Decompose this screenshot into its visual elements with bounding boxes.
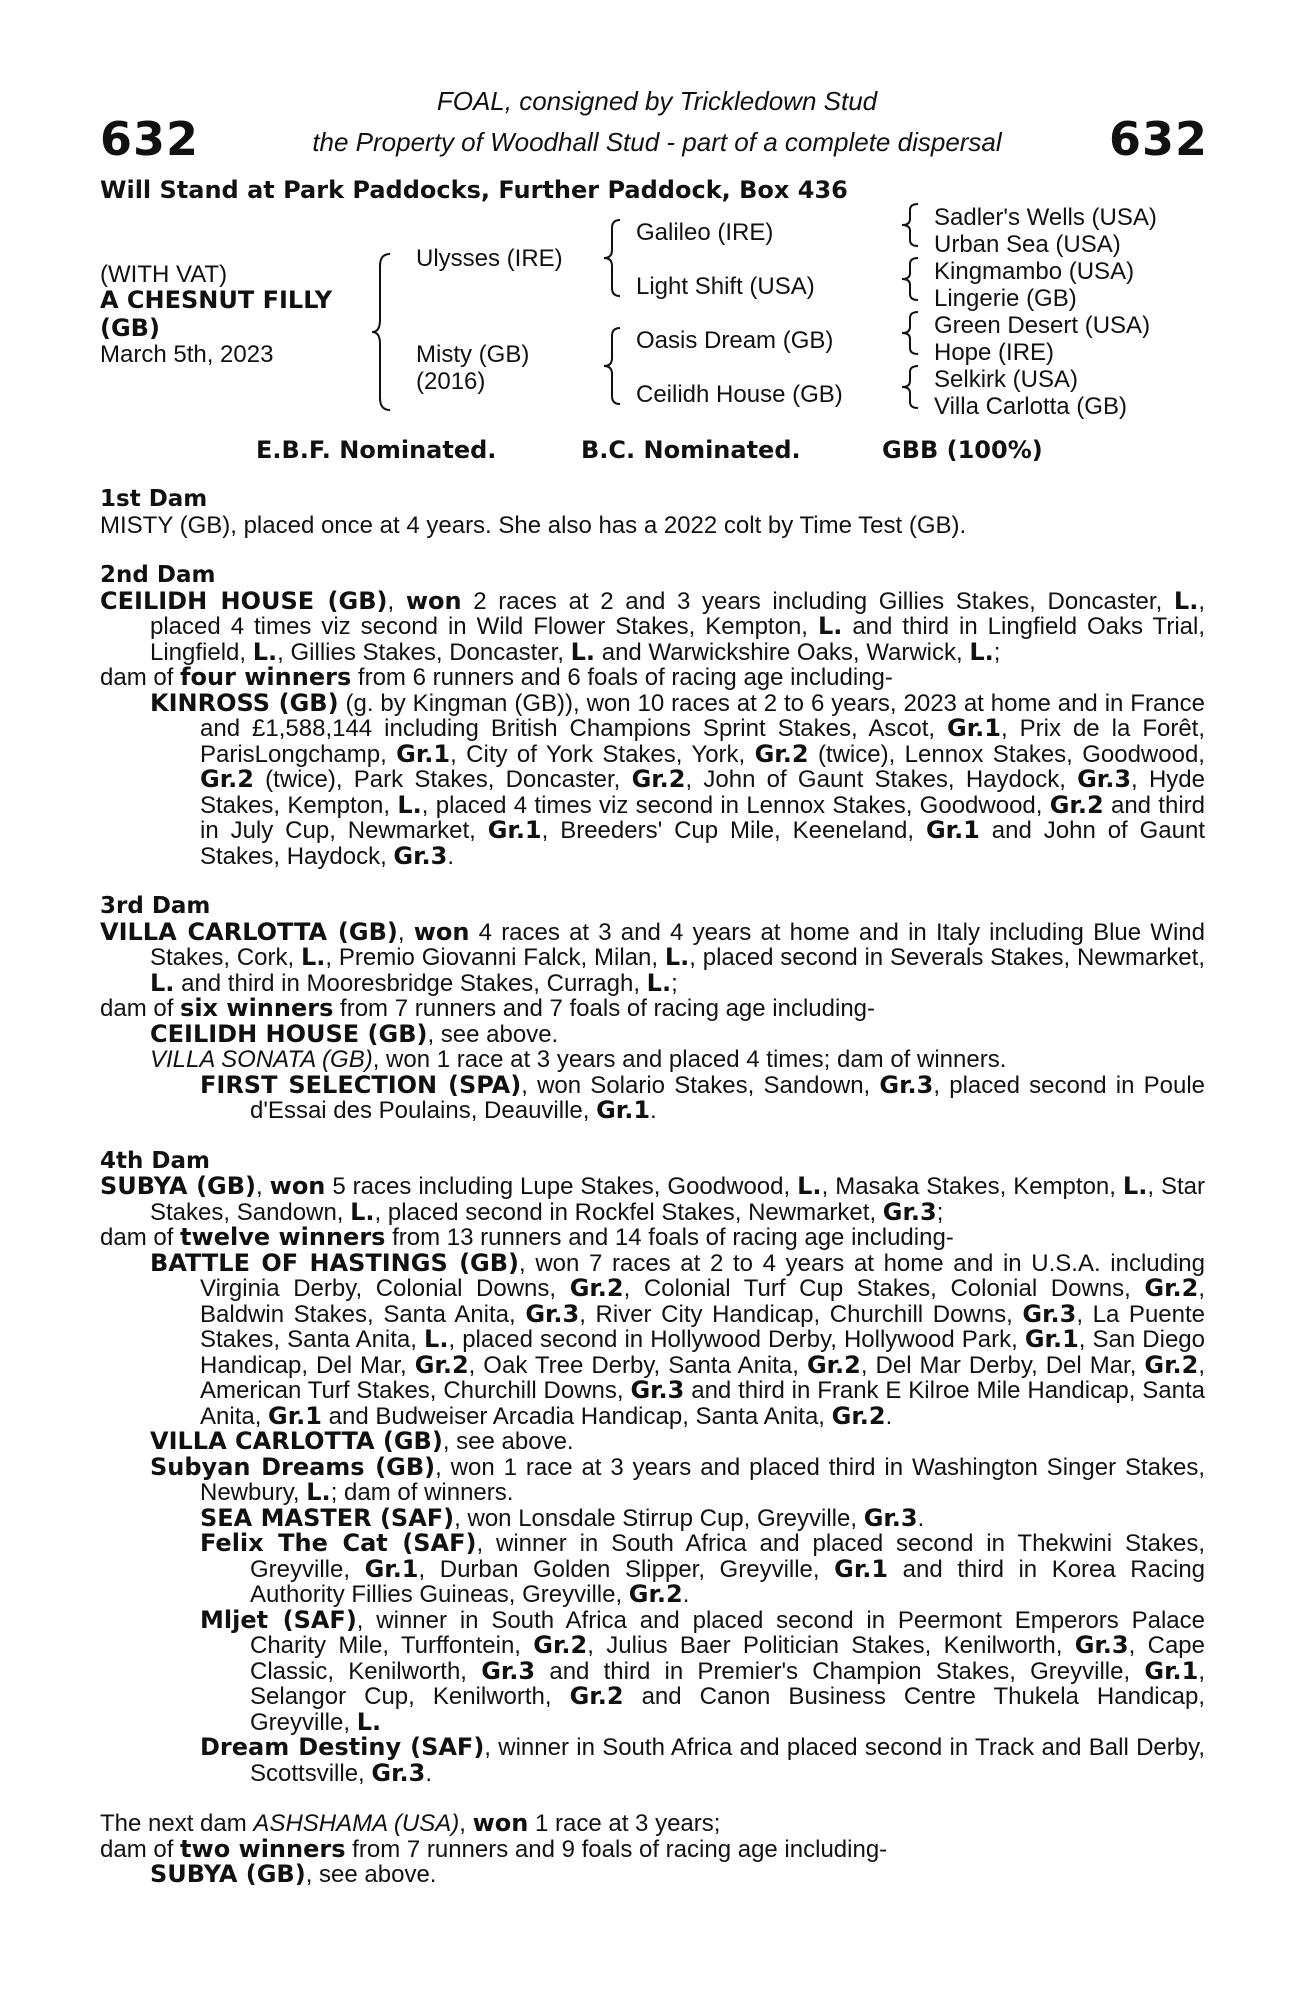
text-run: , Star Stakes, Sandown,: [150, 1173, 1205, 1226]
text-run: , placed second in Rockfel Stakes, Newmarket,: [374, 1198, 883, 1226]
pedigree-dam-sire: Oasis Dream (GB): [636, 327, 834, 354]
bold-text: Gr.2: [1049, 790, 1104, 819]
text-run: , placed 4 times viz second in Wild Flower Stakes, Kempton,: [150, 587, 1205, 640]
record-paragraph: [100, 1735, 1205, 1786]
lot-number-right: 632: [1108, 112, 1208, 166]
gbb-status: GBB (100%): [882, 436, 1043, 464]
bold-text: won: [413, 917, 470, 946]
text-run: and third in July Cup, Newmarket,: [200, 791, 1205, 844]
text-run: , see above.: [427, 1020, 559, 1048]
bold-text: Gr.1: [834, 1554, 889, 1583]
record-paragraph: [100, 688, 1206, 870]
text-run: MISTY (GB), placed once at 4 years. She also has a 2022 colt by Time Test (GB).: [100, 511, 967, 539]
text-run: , won Lonsdale Stirrup Cup, Greyville,: [454, 1504, 864, 1532]
text-run: and third in Lingfield Oaks Trial, Lingfield,: [150, 613, 1206, 666]
horse-name: A CHESNUT FILLY: [100, 286, 333, 314]
record-paragraph: [100, 586, 1206, 666]
text-run: .: [885, 1402, 893, 1430]
bold-text: Gr.1: [1024, 1325, 1079, 1353]
bold-text: Gr.2: [1144, 1350, 1199, 1379]
pedigree-brace-gen1: [370, 252, 394, 412]
pedigree-brace-sire: [602, 218, 624, 298]
text-run: ,: [459, 1810, 473, 1837]
consignment-line-1: FOAL, consigned by Trickledown Stud: [436, 86, 878, 116]
text-run: from 7 runners and 9 foals of racing age including-: [345, 1835, 888, 1863]
bold-text: twelve winners: [180, 1223, 386, 1251]
bold-text: Gr.2: [533, 1631, 588, 1659]
pedigree-g3-8: Villa Carlotta (GB): [934, 393, 1127, 420]
pedigree-g3-7: Selkirk (USA): [934, 366, 1079, 393]
bold-text: Gr.2: [831, 1401, 886, 1430]
bold-text: L.: [1173, 586, 1199, 615]
bold-text: Gr.1: [268, 1401, 322, 1430]
bold-text: L.: [300, 943, 326, 971]
pedigree-dam-dam: Ceilidh House (GB): [636, 381, 843, 408]
bold-text: Gr.3: [882, 1197, 937, 1226]
text-run: from 7 runners and 7 foals of racing age including-: [333, 995, 876, 1022]
dam-section: [100, 1149, 1205, 1787]
text-run: , placed second in Poule d'Essai des Poulains, Deauville,: [250, 1071, 1206, 1124]
bold-text: Gr.3: [481, 1656, 536, 1685]
text-run: , Colonial Turf Cup Stakes, Colonial Downs,: [623, 1275, 1145, 1302]
text-run: , placed second in Severals Stakes, Newmarket,: [689, 944, 1205, 971]
text-run: , La Puente Stakes, Santa Anita,: [200, 1300, 1205, 1353]
bold-text: Gr.2: [754, 739, 809, 768]
text-run: , Prix de la Forêt, ParisLongchamp,: [200, 715, 1206, 768]
section-heading: 1st Dam: [100, 486, 208, 512]
bold-text: Gr.1: [1144, 1656, 1199, 1685]
section-heading: 3rd Dam: [100, 893, 211, 919]
bold-text: Gr.2: [569, 1274, 624, 1302]
text-run: , winner in South Africa and placed second in Peermont Emperors Palace Charity Mile, Turffontein,: [250, 1606, 1205, 1659]
text-run: 4 races at 3 and 4 years at home and in Italy including Blue Wind Stakes, Cork,: [150, 918, 1205, 971]
text-run: , Durban Golden Slipper, Greyville,: [418, 1555, 835, 1583]
bold-text: L.: [306, 1478, 331, 1506]
stand-location: Will Stand at Park Paddocks, Further Paddock, Box 436: [100, 176, 848, 204]
text-run: .: [917, 1504, 925, 1532]
foaling-date: March 5th, 2023: [100, 341, 274, 368]
bold-text: Gr.3: [393, 841, 448, 870]
record-paragraph: [100, 1452, 1206, 1506]
record-paragraph: [100, 917, 1205, 997]
bold-text: Gr.3: [863, 1503, 918, 1532]
text-run: , placed 4 times viz second in Lennox Stakes, Goodwood,: [421, 791, 1050, 819]
record-paragraph: [100, 1248, 1206, 1430]
pedigree-g3-2: Urban Sea (USA): [934, 231, 1121, 258]
text-run: ;: [671, 969, 678, 997]
text-run: , Baldwin Stakes, Santa Anita,: [200, 1275, 1206, 1328]
text-run: ,: [397, 918, 414, 946]
bold-text: Gr.1: [596, 1096, 651, 1124]
bold-text: Gr.3: [879, 1070, 934, 1099]
bold-text: KINROSS (GB): [150, 688, 339, 717]
bold-text: Gr.3: [630, 1376, 685, 1404]
text-run: and Canon Business Centre Thukela Handicap, Greyville,: [250, 1683, 1205, 1736]
text-run: .: [425, 1759, 432, 1787]
text-run: ;: [993, 638, 1001, 666]
bold-text: L.: [356, 1707, 382, 1736]
text-run: , won Solario Stakes, Sandown,: [521, 1071, 880, 1099]
pedigree-brace-g3-4: [900, 364, 922, 410]
section-heading: 2nd Dam: [100, 562, 216, 588]
bold-text: SUBYA (GB): [150, 1860, 306, 1888]
bold-text: SUBYA (GB): [100, 1172, 256, 1200]
lot-number-left: 632: [100, 112, 200, 166]
bold-text: Gr.1: [925, 816, 980, 844]
text-run: ,: [387, 587, 406, 615]
text-run: The next dam: [100, 1810, 254, 1837]
text-run: and third in Mooresbridge Stakes, Curragh,: [174, 969, 647, 997]
bold-text: four winners: [180, 663, 352, 691]
record-paragraph: [100, 1862, 1205, 1888]
bold-text: L.: [664, 943, 690, 971]
pedigree-g3-1: Sadler's Wells (USA): [934, 204, 1157, 231]
text-run: , won 7 races at 2 to 4 years at home and in U.S.A. including Virginia Derby, Colonial Downs,: [200, 1249, 1205, 1302]
bold-text: Gr.3: [1074, 1631, 1129, 1659]
bold-text: Dream Destiny (SAF): [200, 1733, 485, 1761]
text-run: 2 races at 2 and 3 years including Gillies Stakes, Doncaster,: [461, 587, 1174, 615]
text-run: , Premio Giovanni Falck, Milan,: [325, 944, 665, 971]
text-run: .: [447, 842, 455, 870]
bc-nomination: B.C. Nominated.: [581, 436, 801, 464]
bold-text: won: [472, 1809, 529, 1837]
text-run: .: [650, 1097, 657, 1124]
record-paragraph: [100, 1174, 1205, 1225]
bold-text: Mljet (SAF): [200, 1605, 357, 1634]
bold-text: Gr.3: [1077, 765, 1132, 793]
text-run: (twice), Park Stakes, Doncaster,: [253, 766, 632, 793]
text-run: , won 1 race at 3 years and placed 4 times; dam of winners.: [372, 1046, 1007, 1073]
text-run: and third in Korea Racing Authority Fillies Guineas, Greyville,: [250, 1555, 1206, 1608]
text-run: , placed second in Hollywood Derby, Hollywood Park,: [448, 1326, 1025, 1353]
text-run: and Warwickshire Oaks, Warwick,: [595, 638, 970, 666]
vat-note: (WITH VAT): [100, 261, 228, 288]
bold-text: Felix The Cat (SAF): [200, 1529, 477, 1557]
bold-text: Gr.2: [631, 765, 686, 793]
text-run: , won 1 race at 3 years and placed third in Washington Singer Stakes, Newbury,: [200, 1453, 1206, 1506]
bold-text: won: [269, 1172, 326, 1200]
text-run: (twice), Lennox Stakes, Goodwood,: [808, 740, 1205, 768]
pedigree-brace-g3-1: [900, 202, 922, 248]
bold-text: won: [405, 586, 462, 615]
text-run: , Hyde Stakes, Kempton,: [200, 766, 1205, 819]
bold-text: Gr.2: [200, 765, 254, 793]
record-paragraph: [100, 1070, 1206, 1124]
bold-text: Gr.2: [1144, 1274, 1199, 1302]
pedigree-g3-5: Green Desert (USA): [934, 312, 1151, 339]
text-run: and third in Frank E Kilroe Mile Handicap, Santa Anita,: [200, 1377, 1206, 1430]
pedigree-brace-dam: [602, 326, 624, 406]
bold-text: Gr.2: [569, 1682, 624, 1710]
record-paragraph: [100, 1531, 1205, 1608]
bold-text: L.: [797, 1172, 822, 1200]
bold-text: FIRST SELECTION (SPA): [200, 1070, 522, 1099]
pedigree-g3-3: Kingmambo (USA): [934, 258, 1135, 285]
bold-text: CEILIDH HOUSE (GB): [100, 586, 388, 615]
text-run: , American Turf Stakes, Churchill Downs,: [200, 1351, 1205, 1404]
text-run: , River City Handicap, Churchill Downs,: [579, 1300, 1023, 1328]
record-paragraph: [100, 1834, 1205, 1863]
text-run: , see above.: [305, 1861, 437, 1888]
text-run: from 13 runners and 14 foals of racing age including-: [385, 1224, 954, 1251]
record-paragraph: [100, 996, 1205, 1022]
text-run: , Gillies Stakes, Doncaster,: [277, 638, 571, 666]
pedigree-g3-4: Lingerie (GB): [934, 285, 1077, 312]
dam-section: [100, 894, 1205, 1124]
text-run: , Breeders' Cup Mile, Keeneland,: [541, 817, 926, 844]
bold-text: six winners: [180, 994, 334, 1022]
bold-text: VILLA CARLOTTA (GB): [150, 1427, 443, 1455]
text-run: , John of Gaunt Stakes, Haydock,: [685, 766, 1078, 793]
catalogue-body: [100, 487, 1205, 1913]
bold-text: Gr.1: [364, 1554, 419, 1583]
bold-text: L.: [969, 637, 994, 666]
bold-text: CEILIDH HOUSE (GB): [150, 1019, 428, 1048]
italic-text: VILLA SONATA (GB): [150, 1046, 373, 1073]
text-run: ,: [256, 1173, 270, 1200]
bold-text: Gr.2: [806, 1350, 861, 1379]
text-run: , San Diego Handicap, Del Mar,: [200, 1326, 1206, 1379]
bold-text: L.: [817, 612, 843, 640]
dam-section: [100, 563, 1205, 869]
bold-text: L.: [397, 790, 422, 819]
bold-text: BATTLE OF HASTINGS (GB): [150, 1248, 520, 1277]
text-run: 1 race at 3 years;: [528, 1810, 721, 1837]
text-run: (g. by Kingman (GB)), won 10 races at 2 to 6 years, 2023 at home and in France and £1,588,144 including British Champions Sprint Stakes, Ascot,: [200, 689, 1205, 742]
record-paragraph: [100, 665, 1205, 691]
pedigree-sire-dam: Light Shift (USA): [636, 273, 815, 300]
text-run: 5 races including Lupe Stakes, Goodwood,: [325, 1173, 798, 1200]
text-run: , Oak Tree Derby, Santa Anita,: [468, 1351, 807, 1379]
pedigree-dam: Misty (GB): [416, 341, 530, 368]
bold-text: VILLA CARLOTTA (GB): [100, 917, 398, 946]
bold-text: L.: [150, 968, 175, 997]
text-run: ; dam of winners.: [330, 1479, 514, 1506]
text-run: , Cape Classic, Kenilworth,: [250, 1632, 1205, 1685]
bold-text: L.: [570, 637, 596, 666]
consignment-line-2: the Property of Woodhall Stud - part of a complete dispersal: [312, 127, 1002, 157]
bold-text: SEA MASTER (SAF): [200, 1503, 455, 1532]
bold-text: Gr.3: [525, 1299, 580, 1328]
record-paragraph: [100, 1429, 1205, 1455]
text-run: dam of: [100, 1835, 181, 1863]
bold-text: L.: [252, 637, 278, 666]
text-run: , Selangor Cup, Kenilworth,: [250, 1657, 1205, 1710]
text-run: , winner in South Africa and placed second in Thekwini Stakes, Greyville,: [250, 1530, 1206, 1583]
dam-section: [100, 1811, 1205, 1888]
text-run: ;: [936, 1198, 944, 1226]
record-paragraph: [100, 1225, 1205, 1251]
text-run: dam of: [100, 995, 181, 1022]
record-paragraph: [100, 513, 1205, 539]
dam-section: [100, 487, 1205, 538]
pedigree-g3-6: Hope (IRE): [934, 339, 1055, 366]
pedigree-sire-sire: Galileo (IRE): [636, 219, 774, 246]
record-paragraph: [100, 1605, 1205, 1736]
bold-text: two winners: [180, 1834, 346, 1863]
text-run: dam of: [100, 1224, 181, 1251]
text-run: , Del Mar Derby, Del Mar,: [860, 1351, 1145, 1379]
text-run: dam of: [100, 664, 181, 691]
record-paragraph: [100, 1019, 1205, 1048]
bold-text: Gr.1: [487, 816, 542, 844]
section-heading: 4th Dam: [100, 1147, 210, 1174]
pedigree-sire: Ulysses (IRE): [416, 245, 563, 272]
text-run: .: [682, 1581, 690, 1608]
text-run: , Masaka Stakes, Kempton,: [821, 1173, 1123, 1200]
bold-text: L.: [424, 1325, 449, 1353]
text-run: and Budweiser Arcadia Handicap, Santa Anita,: [321, 1402, 832, 1430]
text-run: and John of Gaunt Stakes, Haydock,: [200, 817, 1205, 870]
bold-text: Gr.1: [396, 739, 451, 768]
text-run: , Julius Baer Politician Stakes, Kenilworth,: [587, 1632, 1075, 1659]
bold-text: Gr.2: [628, 1580, 683, 1608]
bold-text: L.: [646, 968, 672, 997]
record-paragraph: [100, 1047, 1205, 1073]
text-run: from 6 runners and 6 foals of racing age including-: [351, 664, 893, 691]
bold-text: L.: [1122, 1172, 1148, 1200]
record-paragraph: [100, 1503, 1205, 1532]
record-paragraph: [100, 1811, 1205, 1837]
italic-text: ASHSHAMA (USA): [253, 1810, 460, 1837]
text-run: and third in Premier's Champion Stakes, Greyville,: [535, 1657, 1145, 1685]
pedigree-brace-g3-3: [900, 310, 922, 356]
bold-text: Gr.3: [1022, 1299, 1077, 1328]
horse-name-country: (GB): [100, 314, 160, 342]
text-run: , see above.: [442, 1428, 574, 1455]
text-run: , winner in South Africa and placed second in Track and Ball Derby, Scottsville,: [250, 1734, 1205, 1787]
text-run: , City of York Stakes, York,: [450, 740, 755, 768]
bold-text: Gr.3: [371, 1758, 426, 1787]
pedigree-dam-year: (2016): [416, 368, 486, 395]
bold-text: L.: [350, 1197, 375, 1226]
pedigree-brace-g3-2: [900, 256, 922, 302]
bold-text: Subyan Dreams (GB): [150, 1452, 436, 1481]
bold-text: Gr.1: [947, 714, 1001, 742]
ebf-nomination: E.B.F. Nominated.: [256, 436, 497, 464]
bold-text: Gr.2: [414, 1350, 469, 1379]
